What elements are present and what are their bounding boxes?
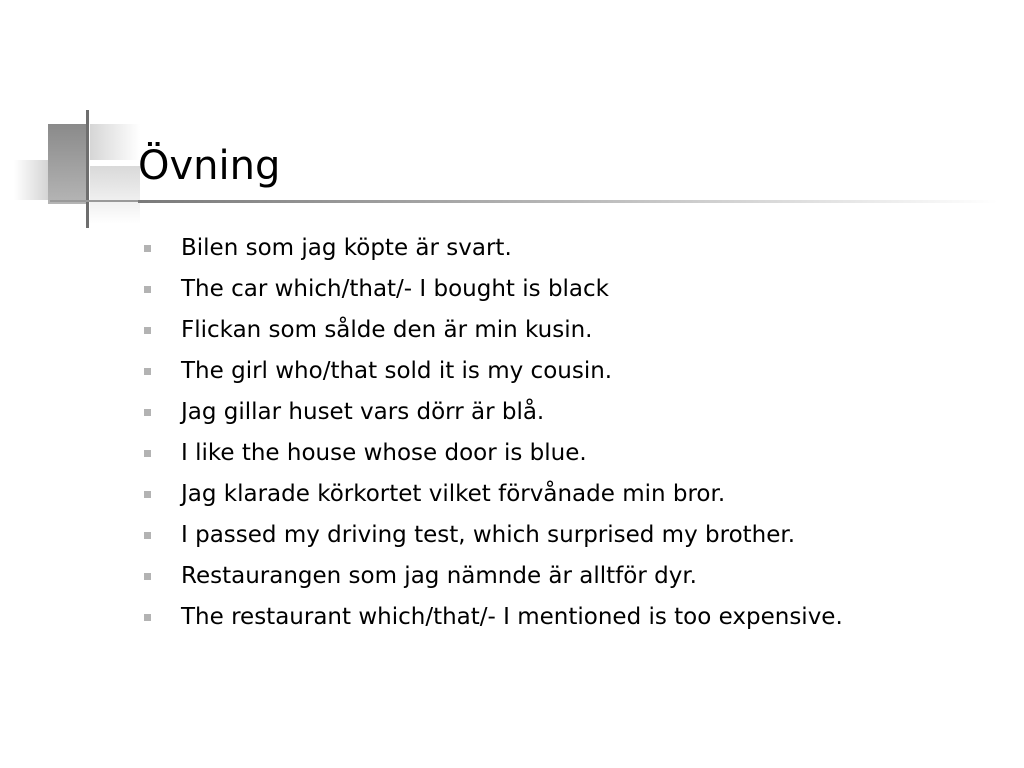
- bullet-text: Restaurangen som jag nämnde är alltför dyr.: [181, 563, 697, 589]
- bullet-square-icon: [144, 245, 151, 252]
- corner-ornament: [0, 0, 160, 240]
- bullet-square-icon: [144, 491, 151, 498]
- bullet-square-icon: [144, 573, 151, 580]
- bullet-text: The restaurant which/that/- I mentioned is too expensive.: [181, 604, 843, 630]
- ornament-vertical-line: [86, 110, 89, 228]
- bullet-text: The car which/that/- I bought is black: [181, 276, 609, 302]
- title-underline: [138, 200, 998, 203]
- bullet-text: I passed my driving test, which surprised my brother.: [181, 522, 796, 548]
- bullet-square-icon: [144, 532, 151, 539]
- ornament-horizontal-line: [50, 200, 150, 202]
- bullet-text: The girl who/that sold it is my cousin.: [181, 358, 613, 384]
- slide-title: Övning: [138, 143, 281, 189]
- bullet-square-icon: [144, 286, 151, 293]
- ornament-block-top-right: [90, 124, 140, 160]
- bullet-text: Bilen som jag köpte är svart.: [181, 235, 512, 261]
- ornament-block-dark: [48, 124, 86, 204]
- bullet-text: I like the house whose door is blue.: [181, 440, 587, 466]
- bullet-square-icon: [144, 327, 151, 334]
- bullet-square-icon: [144, 614, 151, 621]
- bullet-square-icon: [144, 409, 151, 416]
- bullet-text: Jag klarade körkortet vilket förvånade min bror.: [181, 481, 726, 507]
- bullet-square-icon: [144, 368, 151, 375]
- ornament-block-bottom-right: [90, 166, 140, 224]
- bullet-text: Flickan som sålde den är min kusin.: [181, 317, 593, 343]
- bullet-square-icon: [144, 450, 151, 457]
- bullet-text: Jag gillar huset vars dörr är blå.: [181, 399, 545, 425]
